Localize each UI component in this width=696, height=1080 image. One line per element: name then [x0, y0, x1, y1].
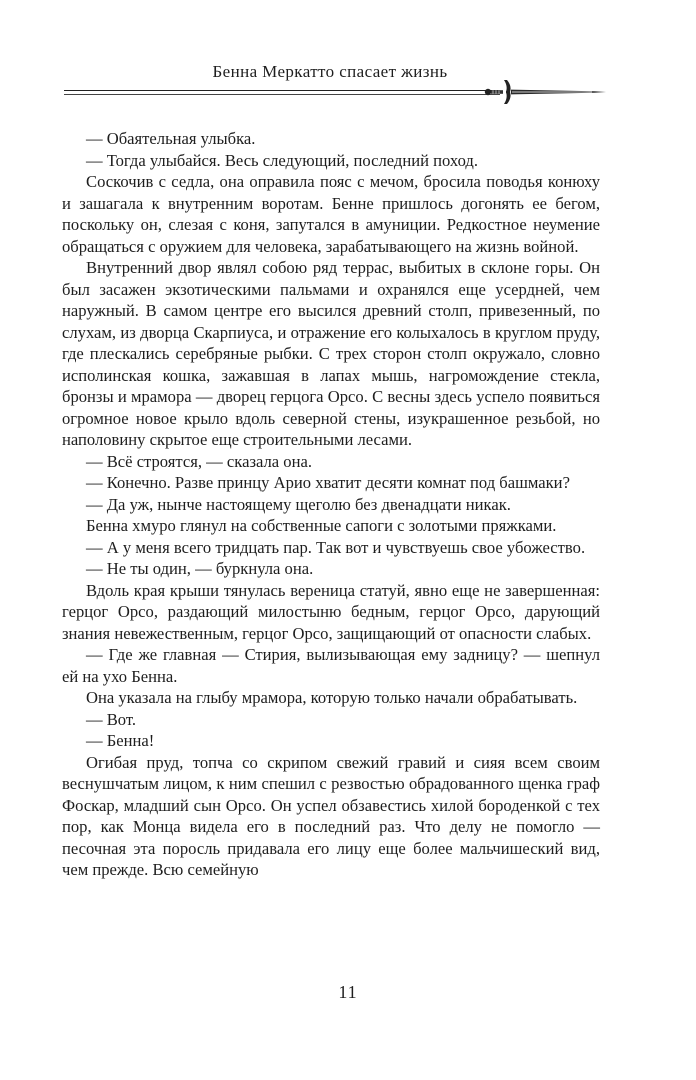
header-rule [64, 90, 500, 91]
paragraph: Она указала на глыбу мрамора, которую только начали обрабатывать. [86, 688, 578, 707]
paragraph: — Конечно. Разве принцу Арио хватит десяти комнат под башмаки? [86, 473, 570, 492]
paragraph: Вдоль края крыши тянулась вереница статуй, явно еще не завершенная: герцог Орсо, раздающий милостыню бедным, герцог Орсо, дарующий знания невежественным, герцог Орсо, защищающий от опасности слабых. [62, 580, 600, 643]
paragraph: — Обаятельная улыбка. [86, 129, 256, 148]
page-body [62, 128, 600, 881]
paragraph: — Всё строятся, — сказала она. [86, 451, 313, 471]
paragraph: Внутренний двор являл собою ряд террас, выбитых в склоне горы. Он был засажен экзотическими пальмами и охранялся еще усердней, чем наружный. В самом центре его высился древний столп, привезенный, по слухам, из дворца Скарпиуса, и отражение его колыхалось в круглом пруду, где плескались серебряные рыбки. С трех сторон столп окружало, словно исполинская кошка, зажавшая в лапах мышь, нагромождение стекла, бронзы и мрамора — дворец герцога Орсо. С весны здесь успело появиться огромное новое крыло вдоль северной стены, изукрашенное резьбой, но наполовину скрытое еще строительными лесами. [62, 258, 600, 449]
paragraph: Бенна хмуро глянул на собственные сапоги с золотыми пряжками. [86, 516, 557, 535]
paragraph: — Да уж, нынче настоящему щеголю без двенадцати никак. [86, 494, 511, 514]
sword-icon [482, 76, 608, 108]
paragraph: Соскочив с седла, она оправила пояс с мечом, бросила поводья конюху и зашагала к внутренним воротам. Бенне пришлось догонять ее бегом, поскольку он, слезая с коня, запутался в амуниции. Редкостное неумение обращаться с оружием для человека, зарабатывающего на жизнь войной. [62, 172, 600, 256]
page-number: 11 [338, 982, 358, 1002]
paragraph: — Бенна! [86, 731, 155, 750]
paragraph: — Где же главная — Стирия, вылизывающая ему задницу? — шепнул ей на ухо Бенна. [62, 645, 600, 686]
paragraph: — Тогда улыбайся. Весь следующий, последний поход. [86, 150, 478, 170]
paragraph: — А у меня всего тридцать пар. Так вот и чувствуешь свое убожество. [86, 537, 586, 557]
paragraph: — Не ты один, — буркнула она. [86, 559, 314, 578]
paragraph: Огибая пруд, топча со скрипом свежий гравий и сияя всем своим веснушчатым лицом, к ним спешил с резвостью обрадованного щенка граф Фоскар, младший сын Орсо. Он успел обзавестись хилой бороденкой с тех пор, как Монца видела его в последний раз. Что делу не помогло — песочная эта поросль придавала его лицу еще более мальчишеский вид, чем прежде. Всю семейную [62, 752, 600, 879]
paragraph: — Вот. [86, 709, 137, 729]
header-rule-thin [64, 94, 500, 95]
running-title: Бенна Меркатто спасает жизнь [212, 62, 448, 81]
